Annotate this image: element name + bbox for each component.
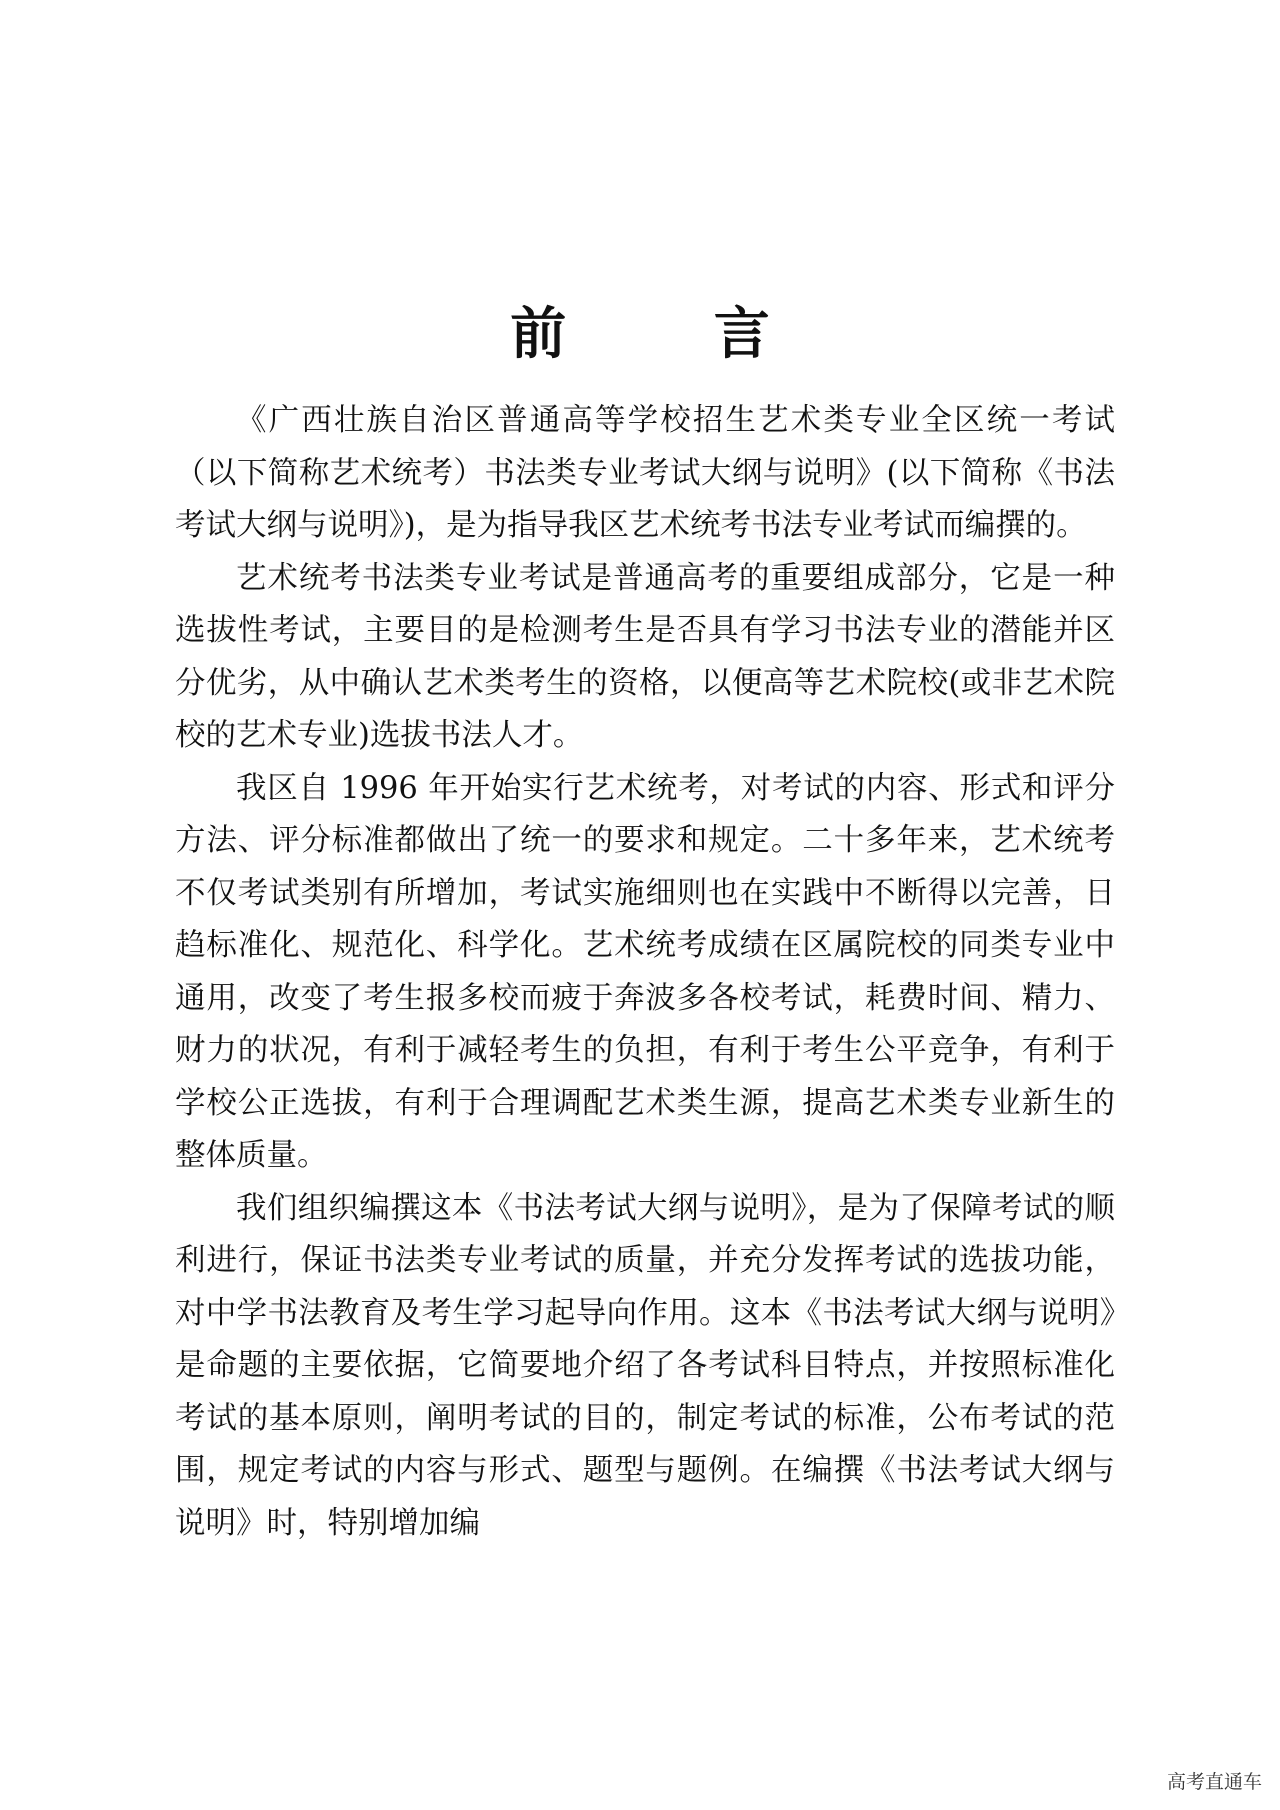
paragraph-3: 我区自 1996 年开始实行艺术统考，对考试的内容、形式和评分方法、评分标准都做出了统一的要求和规定。二十多年来，艺术统考不仅考试类别有所增加，考试实施细则也在实践中不断得以完善，日趋标准化、规范化、科学化。艺术统考成绩在区属院校的同类专业中通用，改变了考生报多校而疲于奔波多各校考试，耗费时间、精力、财力的状况，有利于减轻考生的负担，有利于考生公平竞争，有利于学校公正选拔，有利于合理调配艺术类生源，提高艺术类专业新生的整体质量。 xyxy=(175,770,1115,1173)
paragraph-1: 《广西壮族自治区普通高等学校招生艺术类专业全区统一考试（以下简称艺术统考）书法类专业考试大纲与说明》(以下简称《书法考试大纲与说明》)，是为指导我区艺术统考书法专业考试而编撰的。 xyxy=(175,403,1115,543)
paragraph-2: 艺术统考书法类专业考试是普通高考的重要组成部分，它是一种选拔性考试，主要目的是检测考生是否具有学习书法专业的潜能并区分优劣，从中确认艺术类考生的资格，以便高等艺术院校(或非艺术院校的艺术专业)选拔书法人才。 xyxy=(175,560,1115,753)
watermark-text: 高考直通车 xyxy=(1166,1771,1262,1793)
page-title: 前 言 xyxy=(510,301,834,367)
body-text xyxy=(175,395,1115,1550)
paragraph-4: 我们组织编撰这本《书法考试大纲与说明》，是为了保障考试的顺利进行，保证书法类专业考试的质量，并充分发挥考试的选拔功能，对中学书法教育及考生学习起导向作用。这本《书法考试大纲与说明》是命题的主要依据，它简要地介绍了各考试科目特点，并按照标准化考试的基本原则，阐明考试的目的，制定考试的标准，公布考试的范围，规定考试的内容与形式、题型与题例。在编撰《书法考试大纲与说明》时，特别增加编 xyxy=(175,1190,1115,1541)
